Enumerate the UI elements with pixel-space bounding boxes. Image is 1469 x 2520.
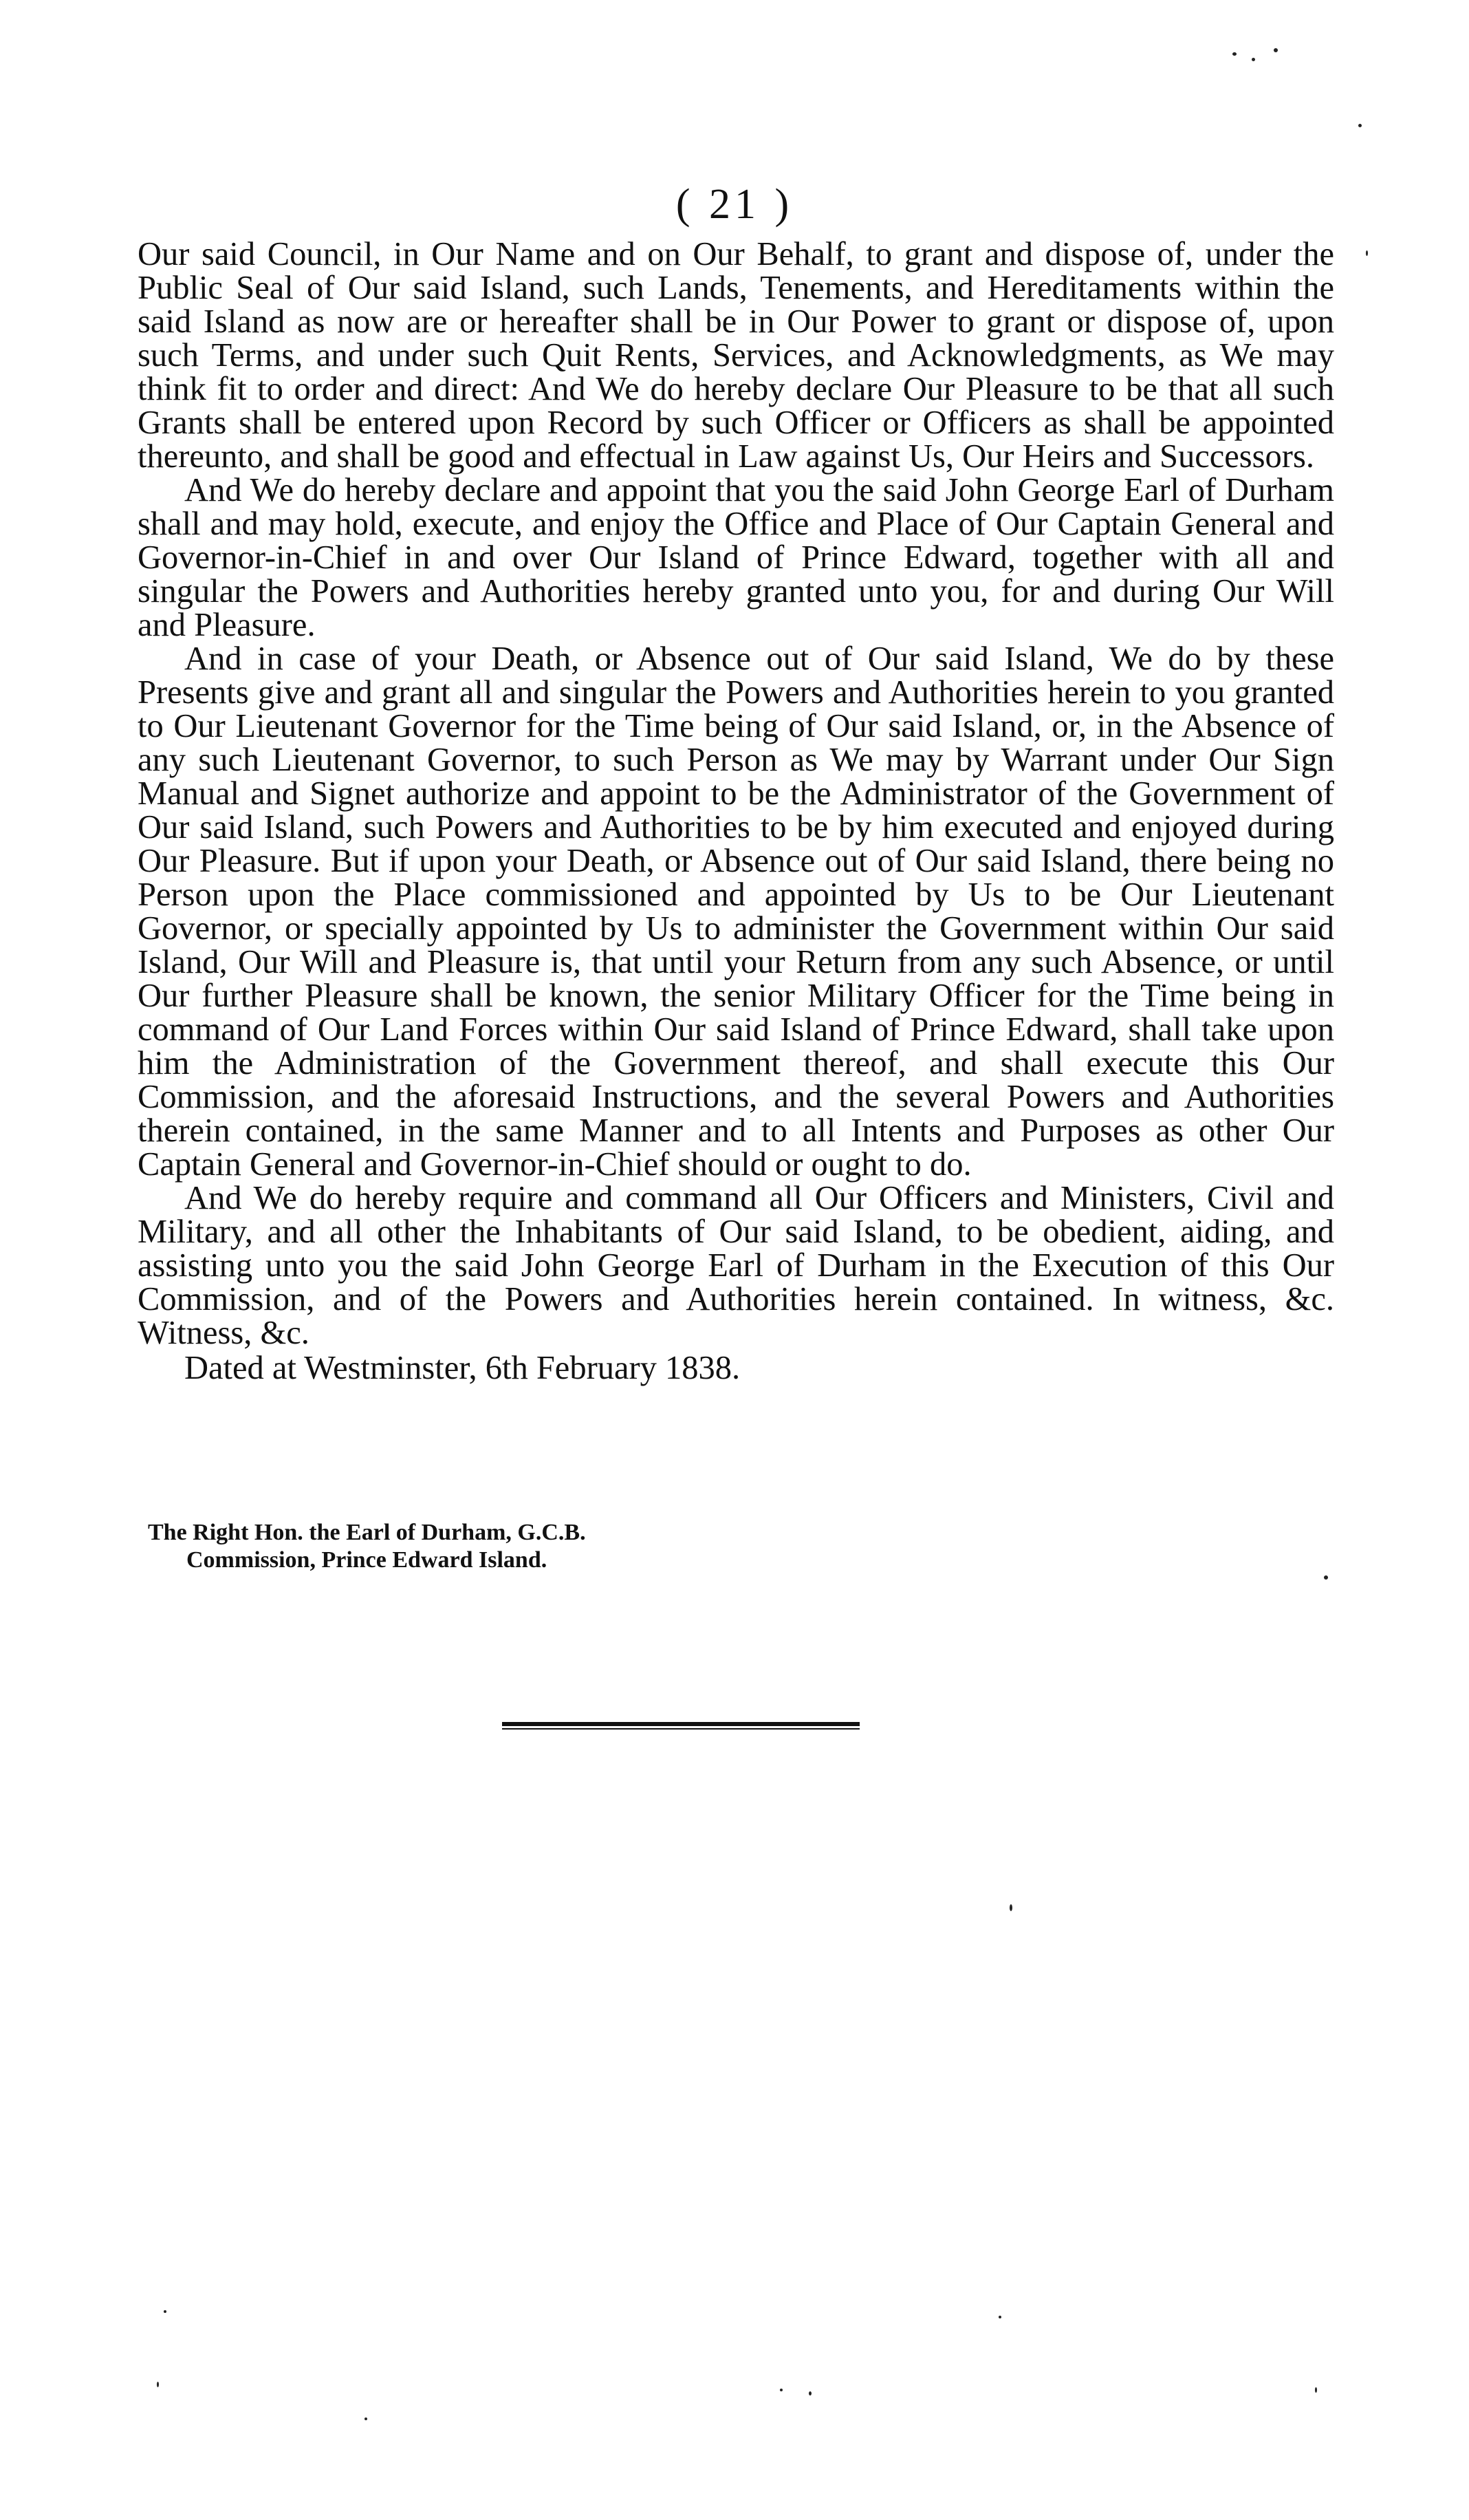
page-number: ( 21 ): [675, 181, 794, 228]
scan-speck: [780, 2389, 783, 2391]
scan-speck: [1358, 124, 1362, 127]
commission-body-text: [138, 237, 1334, 1385]
endorsement-subtitle: Commission, Prince Edward Island.: [186, 1547, 547, 1573]
scan-speck: [1010, 1904, 1012, 1911]
scan-speck: [157, 2382, 159, 2387]
scan-speck: [1252, 58, 1255, 61]
scan-speck: [164, 2310, 166, 2313]
scan-speck: [364, 2417, 367, 2420]
scan-speck: [1366, 250, 1368, 256]
scan-speck: [809, 2391, 812, 2395]
endorsement-title: The Right Hon. the Earl of Durham, G.C.B.: [148, 1520, 586, 1545]
scan-speck: [1274, 48, 1278, 52]
scan-speck: [999, 2316, 1001, 2318]
scan-speck: [1232, 52, 1237, 56]
rule-thick-line: [502, 1722, 860, 1726]
paragraph-command: And We do hereby require and command all Our Officers and Ministers, Civil and Military, and all other the Inhabitants of Our said Island, to be obedient, aiding, and assisting unto you the said John George Earl of Durham in the Execution of this Our Commission, and of the Powers and Authorities herein contained. In witness, &c. Witness, &c.: [138, 1180, 1334, 1351]
dated-line: Dated at Westminster, 6th February 1838.: [184, 1350, 741, 1386]
paragraph-council-grants: Our said Council, in Our Name and on Our Behalf, to grant and dispose of, under the Public Seal of Our said Island, such Lands, Tenements, and Hereditaments within the said Island as now are or hereafter shall be in Our Power to grant or dispose of, upon such Terms, and under such Quit Rents, Services, and Acknowledgments, as We may think fit to order and direct: And We do hereby declare Our Pleasure to be that all such Grants shall be entered upon Record by such Officer or Officers as shall be appointed thereunto, and shall be good and effectual in Law against Us, Our Heirs and Successors.: [138, 236, 1334, 475]
endorsement: [148, 1519, 586, 1574]
paragraph-succession: And in case of your Death, or Absence out of Our said Island, We do by these Presents give and grant all and singular the Powers and Authorities herein to you granted to Our Lieutenant Governor for the Time being of Our said Island, or, in the Absence of any such Lieutenant Governor, to such Person as We may by Warrant under Our Sign Manual and Signet authorize and appoint to be the Administrator of the Government of Our said Island, such Powers and Authorities to be by him executed and enjoyed during Our Pleasure. But if upon your Death, or Absence out of Our said Island, there being no Person upon the Place commissioned and appointed by Us to be Our Lieutenant Governor, or specially appointed by Us to administer the Government within Our said Island, Our Will and Pleasure is, that until your Return from any such Absence, or until Our further Pleasure shall be known, the senior Military Officer for the Time being in command of Our Land Forces within Our said Island of Prince Edward, shall take upon him the Administration of the Government thereof, and shall execute this Our Commission, and the aforesaid Instructions, and the several Powers and Authorities therein contained, in the same Manner and to all Intents and Purposes as other Our Captain General and Governor-in-Chief should or ought to do.: [138, 640, 1334, 1183]
rule-thin-line: [502, 1728, 860, 1730]
paragraph-appointment: And We do hereby declare and appoint that you the said John George Earl of Durham shall and may hold, execute, and enjoy the Office and Place of Our Captain General and Governor-in-Chief in and over Our Island of Prince Edward, together with all and singular the Powers and Authorities hereby granted unto you, for and during Our Will and Pleasure.: [138, 472, 1334, 643]
scan-speck: [1324, 1575, 1328, 1580]
closing-rule-divider: [502, 1719, 860, 1732]
scan-speck: [1315, 2387, 1317, 2393]
